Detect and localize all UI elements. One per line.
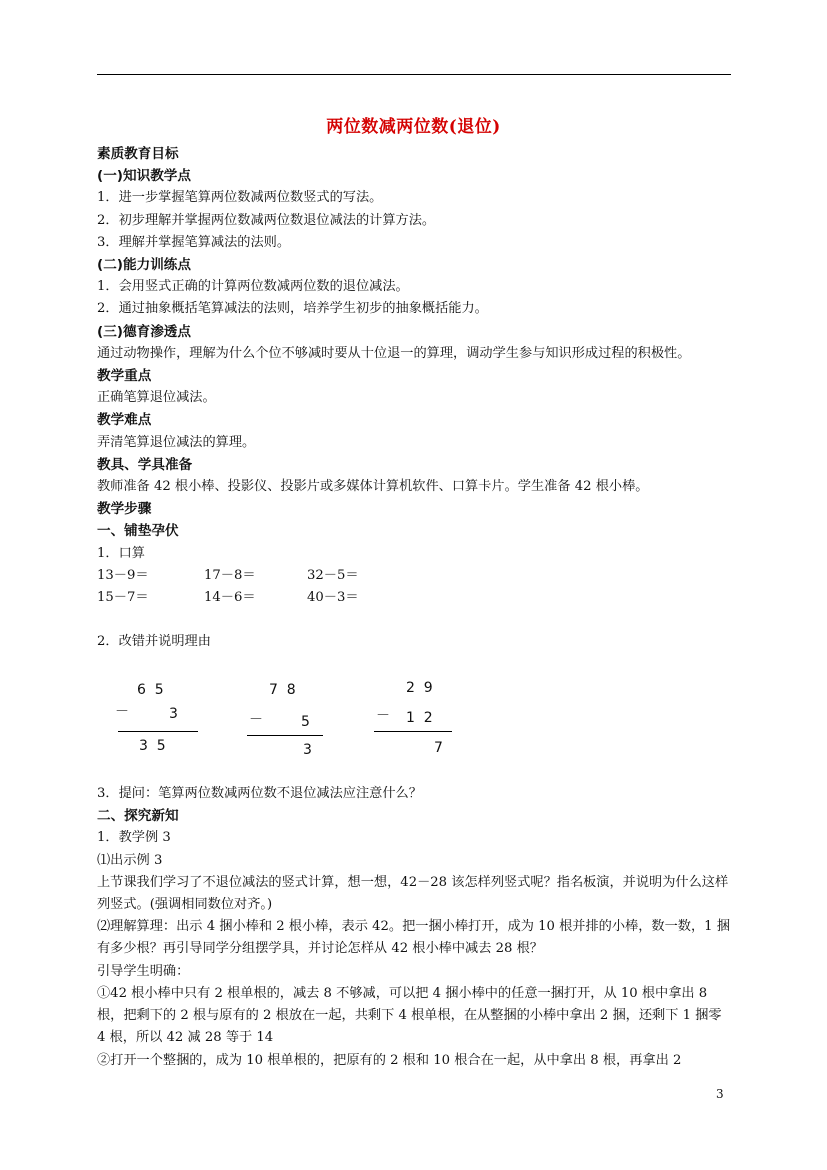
calc-minus-sign: － (249, 712, 263, 729)
text-line: 通过动物操作，理解为什么个位不够减时要从十位退一的算理，调动学生参与知识形成过程的积极性。 (97, 345, 691, 361)
calc-top-number: 2 9 (406, 680, 433, 697)
calc-result: 7 (434, 740, 443, 757)
section-heading: (三)德育渗透点 (97, 323, 191, 340)
calc-rule (118, 731, 198, 732)
calc-minus-sign: － (115, 704, 129, 721)
section-heading: 教学重点 (97, 368, 152, 385)
oral-item: 13－9＝ (97, 567, 149, 583)
section-heading: 二、探究新知 (97, 808, 179, 825)
oral-row (97, 587, 731, 609)
text-line: 1．进一步掌握笔算两位数减两位数竖式的写法。 (97, 190, 383, 206)
calc-minus-sign: － (376, 708, 390, 725)
text-line: 弄清笔算退位减法的算理。 (97, 434, 256, 450)
calc-result: 3 (303, 742, 312, 759)
page-title: 两位数减两位数(退位) (326, 117, 501, 137)
text-line: 3．理解并掌握笔算减法的法则。 (97, 234, 291, 250)
calc-top-number: 6 5 (137, 682, 164, 699)
section-heading: (一)知识教学点 (97, 168, 191, 185)
text-block-goals (97, 143, 731, 565)
oral-item: 40－3＝ (307, 589, 359, 605)
text-line: ①42 根小棒中只有 2 根单根的，减去 8 不够减，可以把 4 捆小棒中的任意一捆打开，从 10 根中拿出 8 根，把剩下的 2 根与原有的 2 根放在一起，共剩下 4 根单根，在从整捆的小棒中拿出 2 捆，还剩下 1 捆零 4 根，所以 42 减 28 等于 14 (97, 985, 722, 1046)
text-line: 1．会用竖式正确的计算两位数减两位数的退位减法。 (97, 279, 409, 295)
text-block-steps (97, 783, 731, 1072)
oral-row (97, 565, 731, 587)
section-heading: 教学难点 (97, 412, 152, 429)
oral-item: 32－5＝ (307, 567, 359, 583)
text-line: 1．教学例 3 (97, 830, 171, 846)
oral-item: 14－6＝ (204, 589, 256, 605)
text-line: 上节课我们学习了不退位减法的竖式计算，想一想，42－28 该怎样列竖式呢？指名板演，并说明为什么这样列竖式。(强调相同数位对齐。) (97, 874, 729, 913)
document-body (97, 143, 731, 1072)
oral-item: 17－8＝ (204, 567, 256, 583)
oral-item: 15－7＝ (97, 589, 149, 605)
text-line: 教师准备 42 根小棒、投影仪、投影片或多媒体计算机软件、口算卡片。学生准备 42 根小棒。 (97, 479, 649, 495)
section-heading: 一、铺垫孕伏 (97, 523, 179, 540)
oral-arithmetic (97, 565, 731, 631)
text-line: ⑴出示例 3 (97, 852, 163, 868)
text-line: ②打开一个整捆的，成为 10 根单根的，把原有的 2 根和 10 根合在一起，从中拿出 8 根，再拿出 2 (97, 1052, 682, 1068)
vertical-calculations (97, 653, 731, 783)
calc-rule (374, 731, 452, 732)
text-line: 2．改错并说明理由 (97, 633, 211, 649)
section-heading: (二)能力训练点 (97, 257, 191, 274)
text-line: 3．提问：笔算两位数减两位数不退位减法应注意什么？ (97, 786, 422, 802)
calc-top-number: 7 8 (269, 682, 296, 699)
calc-result: 3 5 (139, 738, 166, 755)
calc-bottom-number: 3 (169, 706, 178, 723)
header-rule (97, 74, 731, 75)
calc-rule (247, 735, 323, 736)
text-line: 2．通过抽象概括笔算减法的法则，培养学生初步的抽象概括能力。 (97, 301, 488, 317)
section-heading: 教具、学具准备 (97, 456, 193, 473)
text-line: 2．初步理解并掌握两位数减两位数退位减法的计算方法。 (97, 212, 436, 228)
page-number: 3 (716, 1087, 724, 1101)
section-heading: 教学步骤 (97, 501, 152, 518)
calc-bottom-number: 5 (301, 714, 310, 731)
text-line: 1．口算 (97, 545, 145, 561)
section-heading: 素质教育目标 (97, 146, 179, 162)
text-line: 引导学生明确： (97, 963, 190, 979)
text-line: 正确笔算退位减法。 (97, 390, 216, 406)
calc-bottom-number: 1 2 (406, 710, 433, 727)
text-line: ⑵理解算理：出示 4 捆小棒和 2 根小棒，表示 42。把一捆小棒打开，成为 10 根并排的小棒，数一数，1 捆有多少根？再引导同学分组摆学具，并讨论怎样从 42 根小棒中减去 28 根？ (97, 919, 730, 957)
